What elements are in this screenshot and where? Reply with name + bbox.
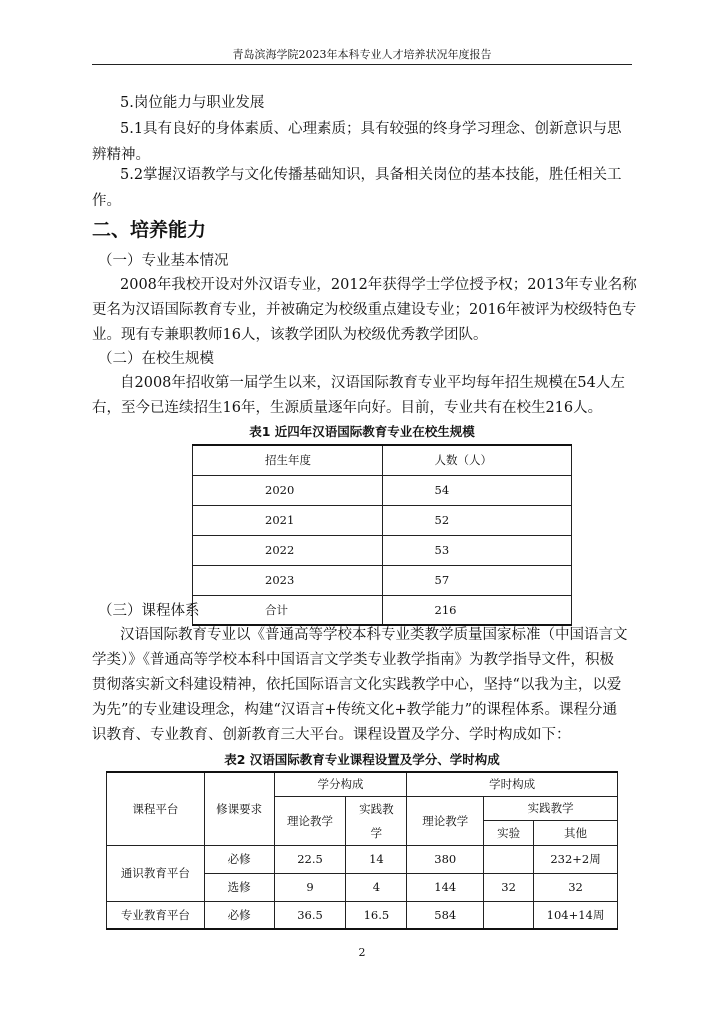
header-practice-credits-line2: 学 (370, 825, 383, 840)
subsection-3-title: （三）课程体系 (98, 603, 200, 619)
table-cell: 144 (407, 873, 484, 901)
table-cell: 57 (382, 565, 571, 595)
table-cell: 54 (382, 475, 571, 505)
header-hours: 学时构成 (407, 772, 618, 796)
header-experiment: 实验 (484, 821, 534, 846)
sub3-line-4: 为先”的专业建设理念，构建“汉语言+传统文化+教学能力”的课程体系。课程分通 (92, 702, 618, 718)
table-cell: 380 (407, 845, 484, 873)
sub3-line-1: 汉语国际教育专业以《普通高等学校本科专业类教学质量国家标准（中国语言文 (120, 627, 628, 643)
sub3-line-3: 贯彻落实新文科建设精神，依托国际语言文化实践教学中心，坚持“以我为主，以爱 (92, 677, 622, 693)
header-other: 其他 (534, 821, 618, 846)
table-cell: 216 (382, 595, 571, 625)
table-cell: 必修 (204, 901, 274, 929)
section5-item1-line2: 辨精神。 (92, 147, 150, 163)
table-header-row (193, 445, 572, 475)
page-number: 2 (358, 946, 366, 959)
table1-caption: 表1 近四年汉语国际教育专业在校生规模 (249, 424, 475, 439)
table-cell: 专业教育平台 (107, 901, 205, 929)
sub2-line-2: 右，至今已连续招生16年，生源质量逐年向好。目前，专业共有在校生216人。 (92, 400, 603, 416)
table-cell: 584 (407, 901, 484, 929)
table-cell (484, 901, 534, 929)
table-row (193, 505, 572, 535)
subsection-2-title: （二）在校生规模 (98, 351, 214, 367)
table-cell: 2020 (193, 475, 383, 505)
table-cell (484, 845, 534, 873)
table-cell: 9 (274, 873, 346, 901)
table-cell: 232+2周 (534, 845, 618, 873)
table-cell: 32 (484, 873, 534, 901)
table-cell: 2023 (193, 565, 383, 595)
header-practice-credits (346, 796, 407, 845)
table-row (107, 845, 618, 873)
table-header-row (107, 772, 618, 796)
table-cell: 必修 (204, 845, 274, 873)
table-header-cell: 人数（人） (382, 445, 571, 475)
section5-heading: 5.岗位能力与职业发展 (120, 95, 265, 111)
table2-caption: 表2 汉语国际教育专业课程设置及学分、学时构成 (224, 752, 500, 767)
header-practice-hours: 实践教学 (484, 796, 618, 821)
section5-item2-line1: 5.2掌握汉语教学与文化传播基础知识，具备相关岗位的基本技能，胜任相关工 (120, 167, 622, 183)
subsection-1-title: （一）专业基本情况 (98, 253, 229, 269)
table-row (193, 565, 572, 595)
sub3-line-5: 识教育、专业教育、创新教育三大平台。课程设置及学分、学时构成如下： (92, 727, 571, 743)
header-divider (92, 64, 632, 65)
table-row (107, 901, 618, 929)
table-cell: 4 (346, 873, 407, 901)
header-requirement: 修课要求 (204, 772, 274, 845)
header-theory-credits: 理论教学 (274, 796, 346, 845)
sub1-line-2: 更名为汉语国际教育专业，并被确定为校级重点建设专业；2016年被评为校级特色专 (92, 302, 637, 318)
table-row (193, 535, 572, 565)
table-cell: 104+14周 (534, 901, 618, 929)
table-row (193, 475, 572, 505)
sub3-line-2: 学类）》《普通高等学校本科中国语言文学类专业教学指南》为教学指导文件，积极 (92, 652, 614, 668)
chapter-title: 二、培养能力 (92, 219, 207, 241)
table-cell: 52 (382, 505, 571, 535)
table-cell: 53 (382, 535, 571, 565)
section5-item2-line2: 作。 (92, 193, 121, 209)
header-theory-hours: 理论教学 (407, 796, 484, 845)
curriculum-table (106, 771, 618, 930)
table-cell: 32 (534, 873, 618, 901)
sub1-line-3: 业。现有专兼职教师16人，该教学团队为校级优秀教学团队。 (92, 327, 488, 343)
table-header-cell: 招生年度 (193, 445, 383, 475)
sub2-line-1: 自2008年招收第一届学生以来，汉语国际教育专业平均每年招生规模在54人左 (120, 375, 625, 391)
table-cell: 22.5 (274, 845, 346, 873)
running-header: 青岛滨海学院2023年本科专业人才培养状况年度报告 (232, 48, 492, 61)
sub1-line-1: 2008年我校开设对外汉语专业，2012年获得学士学位授予权；2013年专业名称 (120, 277, 637, 293)
enrollment-table (192, 444, 572, 626)
table-cell: 14 (346, 845, 407, 873)
table-cell: 36.5 (274, 901, 346, 929)
table-cell: 16.5 (346, 901, 407, 929)
table-row (193, 595, 572, 625)
table-cell: 合计 (193, 595, 383, 625)
table-cell: 2021 (193, 505, 383, 535)
table-cell: 选修 (204, 873, 274, 901)
table-cell: 2022 (193, 535, 383, 565)
header-practice-credits-line1: 实践教 (359, 801, 394, 816)
table-cell: 通识教育平台 (107, 845, 205, 901)
header-platform: 课程平台 (107, 772, 205, 845)
section5-item1-line1: 5.1具有良好的身体素质、心理素质；具有较强的终身学习理念、创新意识与思 (120, 121, 622, 137)
header-credits: 学分构成 (274, 772, 407, 796)
